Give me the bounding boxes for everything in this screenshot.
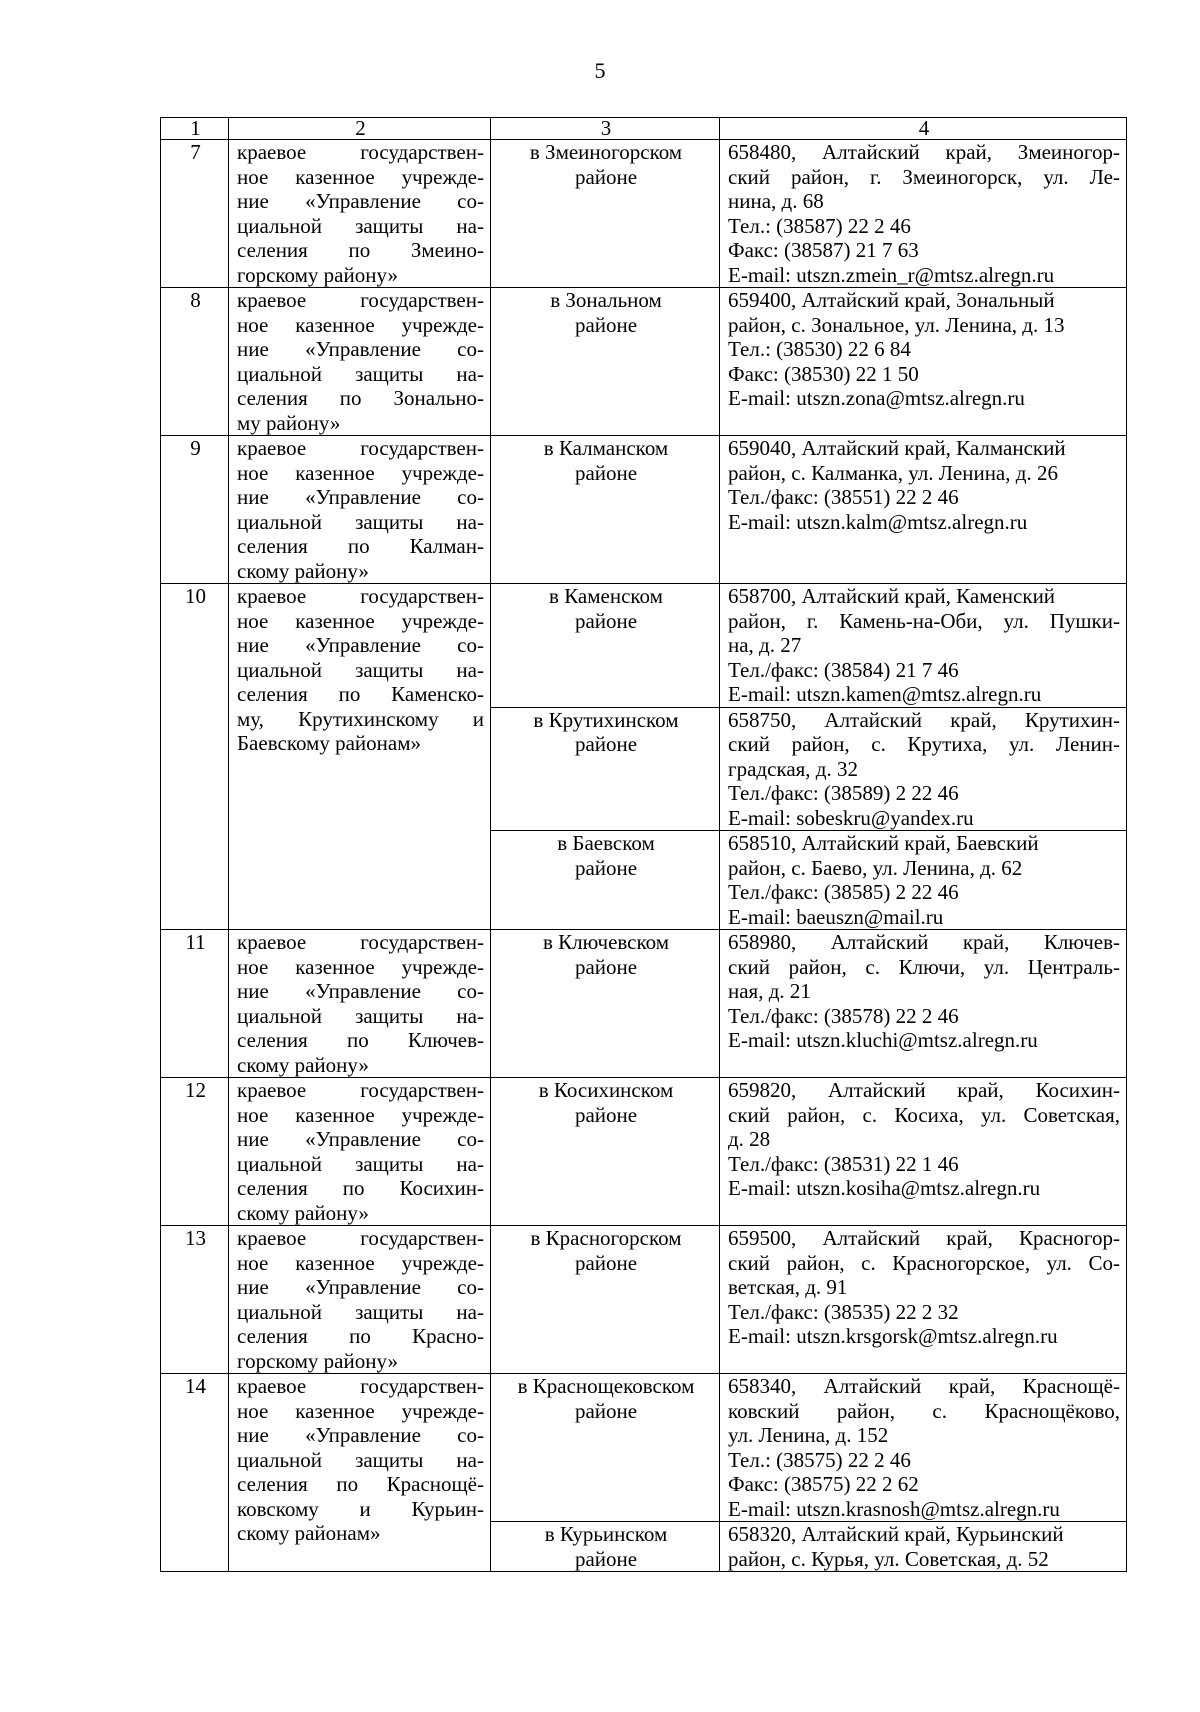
district-name: [491, 930, 720, 1078]
institution-name-line: краевое государствен-: [237, 930, 484, 954]
institution-name-line: селения по Косихин-: [237, 1176, 484, 1200]
institution-name-line: скому району»: [237, 1052, 369, 1077]
district-name: [491, 140, 720, 288]
table-row: [161, 1226, 1127, 1374]
contact-info: [720, 140, 1127, 288]
contact-info: [720, 436, 1127, 584]
row-number: 10: [161, 584, 229, 930]
district-name: [491, 436, 720, 584]
header-row: [161, 118, 1127, 140]
contact-line: Тел.: (38530) 22 6 84: [728, 337, 911, 361]
district-name-line: в Зональном: [550, 288, 662, 312]
email-line: E-mail: utszn.kamen@mtsz.alregn.ru: [728, 682, 1042, 706]
institution-name-line: му району»: [237, 410, 341, 435]
institution-name-line: ние «Управление со-: [237, 979, 484, 1003]
contact-line: ковский район, с. Краснощёково,: [728, 1398, 1120, 1423]
table-row: [161, 584, 1127, 708]
contact-info: [720, 1522, 1127, 1572]
contact-line: 659820, Алтайский край, Косихин-: [728, 1078, 1120, 1102]
table-row: [161, 1374, 1127, 1522]
contact-line: д. 28: [728, 1127, 771, 1151]
district-name: [491, 1522, 720, 1572]
contact-line: район, с. Калманка, ул. Ленина, д. 26: [728, 460, 1058, 485]
district-name-line: в Ключевском: [542, 930, 670, 954]
contact-line: район, г. Камень-на-Оби, ул. Пушки-: [728, 608, 1120, 633]
district-name-line: в Баевском: [557, 831, 655, 855]
column-header-2: 2: [229, 118, 491, 140]
district-name: [491, 1374, 720, 1522]
district-name: [491, 831, 720, 930]
contact-line: 659400, Алтайский край, Зональный: [728, 288, 1055, 312]
district-name-line: в Курьинском: [544, 1522, 668, 1546]
table-header: [161, 118, 1127, 140]
district-name: [491, 707, 720, 831]
district-name-line: районе: [574, 1102, 638, 1127]
contact-line: на, д. 27: [728, 633, 802, 657]
institution-name-line: ное казенное учрежде-: [237, 1398, 484, 1423]
institution-name-line: селения по Змеино-: [237, 238, 484, 262]
contact-line: 658320, Алтайский край, Курьинский: [728, 1522, 1064, 1546]
institution-name-line: циальной защиты на-: [237, 509, 484, 534]
contact-line: Тел./факс: (38589) 2 22 46: [728, 781, 959, 805]
district-name-line: районе: [574, 164, 638, 189]
institution-name: [229, 140, 491, 288]
institution-name-line: ковскому и Курьин-: [237, 1496, 484, 1521]
contact-line: ский район, с. Крутиха, ул. Ленин-: [728, 732, 1120, 756]
institution-name-line: краевое государствен-: [237, 1226, 484, 1250]
email-line: E-mail: utszn.kluchi@mtsz.alregn.ru: [728, 1028, 1038, 1052]
column-header-4: 4: [720, 118, 1127, 140]
contact-line: Тел./факс: (38535) 22 2 32: [728, 1299, 959, 1324]
contact-line: Тел./факс: (38585) 2 22 46: [728, 880, 959, 904]
contact-line: ский район, с. Ключи, ул. Централь-: [728, 954, 1120, 979]
email-line: E-mail: utszn.kosiha@mtsz.alregn.ru: [728, 1176, 1041, 1200]
institution-name-line: ное казенное учрежде-: [237, 460, 484, 485]
email-line: E-mail: utszn.zona@mtsz.alregn.ru: [728, 386, 1025, 410]
institution-name: [229, 1226, 491, 1374]
contact-line: 658980, Алтайский край, Ключев-: [728, 930, 1120, 954]
contact-line: Тел.: (38575) 22 2 46: [728, 1447, 911, 1472]
institution-name-line: циальной защиты на-: [237, 1003, 484, 1028]
district-name: [491, 1226, 720, 1374]
institution-name-line: горскому району»: [237, 262, 399, 287]
contact-line: Тел./факс: (38531) 22 1 46: [728, 1151, 959, 1176]
institution-name-line: циальной защиты на-: [237, 1299, 484, 1324]
contact-line: ветская, д. 91: [728, 1275, 848, 1299]
institution-name-line: селения по Красно-: [237, 1324, 484, 1348]
district-name-line: районе: [574, 460, 638, 485]
institution-name-line: ное казенное учрежде-: [237, 312, 484, 337]
contact-line: район, с. Зональное, ул. Ленина, д. 13: [728, 312, 1065, 337]
institution-name: [229, 288, 491, 436]
district-name-line: в Змеиногорском: [529, 140, 683, 164]
institution-name-line: ние «Управление со-: [237, 1127, 484, 1151]
district-name: [491, 584, 720, 708]
contact-info: [720, 1078, 1127, 1226]
contact-line: 658750, Алтайский край, Крутихин-: [728, 707, 1120, 732]
contact-line: 658510, Алтайский край, Баевский: [728, 831, 1039, 855]
contact-line: Факс: (38575) 22 2 62: [728, 1472, 919, 1496]
contact-info: [720, 288, 1127, 436]
contact-line: градская, д. 32: [728, 756, 858, 781]
district-name-line: в Каменском: [549, 584, 663, 608]
district-name-line: районе: [574, 1398, 638, 1423]
row-number: 9: [161, 436, 229, 584]
column-header-3: 3: [491, 118, 720, 140]
column-header-1: 1: [161, 118, 229, 140]
district-name-line: районе: [574, 1250, 638, 1275]
district-name-line: в Косихинском: [538, 1078, 674, 1102]
district-name: [491, 1078, 720, 1226]
district-name-line: в Красногорском: [530, 1226, 682, 1250]
institution-name-line: скому району»: [237, 1200, 369, 1225]
district-name-line: районе: [574, 855, 638, 880]
institution-name: [229, 1078, 491, 1226]
institution-name-line: краевое государствен-: [237, 1374, 484, 1398]
district-name-line: районе: [574, 1546, 638, 1571]
institution-name-line: циальной защиты на-: [237, 361, 484, 386]
email-line: E-mail: sobeskru@yandex.ru: [728, 805, 974, 830]
institution-name-line: селения по Зонально-: [237, 386, 484, 410]
table-row: [161, 930, 1127, 1078]
district-name-line: в Калманском: [543, 436, 669, 460]
contact-line: 658480, Алтайский край, Змеиногор-: [728, 140, 1120, 164]
contact-line: ная, д. 21: [728, 979, 811, 1003]
institution-name-line: краевое государствен-: [237, 288, 484, 312]
institution-name-line: селения по Калман-: [237, 534, 484, 558]
contact-line: Тел./факс: (38578) 22 2 46: [728, 1003, 959, 1028]
row-number: 7: [161, 140, 229, 288]
district-name: [491, 288, 720, 436]
row-number: 8: [161, 288, 229, 436]
institution-name-line: Баевскому районам»: [237, 731, 421, 755]
contact-line: Тел./факс: (38551) 22 2 46: [728, 485, 959, 509]
contact-line: 659040, Алтайский край, Калманский: [728, 436, 1066, 460]
institution-name-line: ние «Управление со-: [237, 189, 484, 213]
contact-info: [720, 707, 1127, 831]
contact-line: Тел./факс: (38584) 21 7 46: [728, 657, 959, 682]
institution-name: [229, 930, 491, 1078]
district-name-line: районе: [574, 954, 638, 979]
institution-name-line: краевое государствен-: [237, 1078, 484, 1102]
contact-line: Тел.: (38587) 22 2 46: [728, 213, 911, 238]
contact-line: Факс: (38587) 21 7 63: [728, 238, 919, 262]
institution-name-line: селения по Ключев-: [237, 1028, 484, 1052]
institution-name-line: ние «Управление со-: [237, 1423, 484, 1447]
district-name-line: районе: [574, 732, 638, 756]
contact-line: Факс: (38530) 22 1 50: [728, 361, 919, 386]
institution-name-line: ние «Управление со-: [237, 337, 484, 361]
institution-name-line: горскому району»: [237, 1348, 399, 1373]
contact-line: ский район, с. Косиха, ул. Советская,: [728, 1102, 1120, 1127]
contact-line: ул. Ленина, д. 152: [728, 1423, 889, 1447]
contact-line: нина, д. 68: [728, 189, 824, 213]
contact-info: [720, 1226, 1127, 1374]
institution-name-line: ное казенное учрежде-: [237, 164, 484, 189]
table-row: [161, 436, 1127, 584]
institution-name-line: циальной защиты на-: [237, 213, 484, 238]
table-row: [161, 288, 1127, 436]
institution-name: [229, 436, 491, 584]
district-name-line: районе: [574, 608, 638, 633]
email-line: E-mail: baeuszn@mail.ru: [728, 904, 944, 929]
institution-name-line: ное казенное учрежде-: [237, 954, 484, 979]
institution-name-line: краевое государствен-: [237, 436, 484, 460]
contact-line: ский район, с. Красногорское, ул. Со-: [728, 1250, 1120, 1275]
district-name-line: в Краснощековском: [517, 1374, 695, 1398]
institution-name: [229, 1374, 491, 1572]
institution-name-line: скому району»: [237, 558, 369, 583]
institution-name-line: му, Крутихинскому и: [237, 706, 484, 731]
contact-line: 658340, Алтайский край, Краснощё-: [728, 1374, 1120, 1398]
institution-name-line: циальной защиты на-: [237, 1151, 484, 1176]
row-number: 11: [161, 930, 229, 1078]
institution-name-line: ное казенное учрежде-: [237, 608, 484, 633]
district-name-line: районе: [574, 312, 638, 337]
institution-name-line: ние «Управление со-: [237, 633, 484, 657]
table-row: [161, 1078, 1127, 1226]
institution-name-line: скому районам»: [237, 1521, 381, 1545]
row-number: 13: [161, 1226, 229, 1374]
contact-line: 659500, Алтайский край, Красногор-: [728, 1226, 1120, 1250]
contact-info: [720, 831, 1127, 930]
page-number: 5: [594, 58, 606, 83]
institution-name-line: краевое государствен-: [237, 140, 484, 164]
contact-info: [720, 1374, 1127, 1522]
institution-name-line: ное казенное учрежде-: [237, 1102, 484, 1127]
institution-name-line: селения по Краснощё-: [237, 1472, 484, 1496]
institutions-table: [160, 117, 1127, 1572]
email-line: E-mail: utszn.krsgorsk@mtsz.alregn.ru: [728, 1324, 1058, 1348]
table-row: [161, 140, 1127, 288]
institution-name: [229, 584, 491, 930]
institution-name-line: циальной защиты на-: [237, 657, 484, 682]
contact-line: 658700, Алтайский край, Каменский: [728, 584, 1056, 608]
contact-line: ский район, г. Змеиногорск, ул. Ле-: [728, 164, 1120, 189]
email-line: E-mail: utszn.kalm@mtsz.alregn.ru: [728, 509, 1028, 534]
row-number: 14: [161, 1374, 229, 1572]
email-line: E-mail: utszn.zmein_r@mtsz.alregn.ru: [728, 262, 1055, 287]
contact-line: район, с. Баево, ул. Ленина, д. 62: [728, 855, 1023, 880]
institution-name-line: краевое государствен-: [237, 584, 484, 608]
contact-info: [720, 584, 1127, 708]
table-body: [161, 140, 1127, 1572]
institution-name-line: ние «Управление со-: [237, 485, 484, 509]
institution-name-line: циальной защиты на-: [237, 1447, 484, 1472]
contact-info: [720, 930, 1127, 1078]
institution-name-line: ное казенное учрежде-: [237, 1250, 484, 1275]
institution-name-line: селения по Каменско-: [237, 682, 484, 706]
row-number: 12: [161, 1078, 229, 1226]
institution-name-line: ние «Управление со-: [237, 1275, 484, 1299]
email-line: E-mail: utszn.krasnosh@mtsz.alregn.ru: [728, 1496, 1060, 1521]
contact-line: район, с. Курья, ул. Советская, д. 52: [728, 1546, 1049, 1571]
district-name-line: в Крутихинском: [533, 707, 679, 732]
